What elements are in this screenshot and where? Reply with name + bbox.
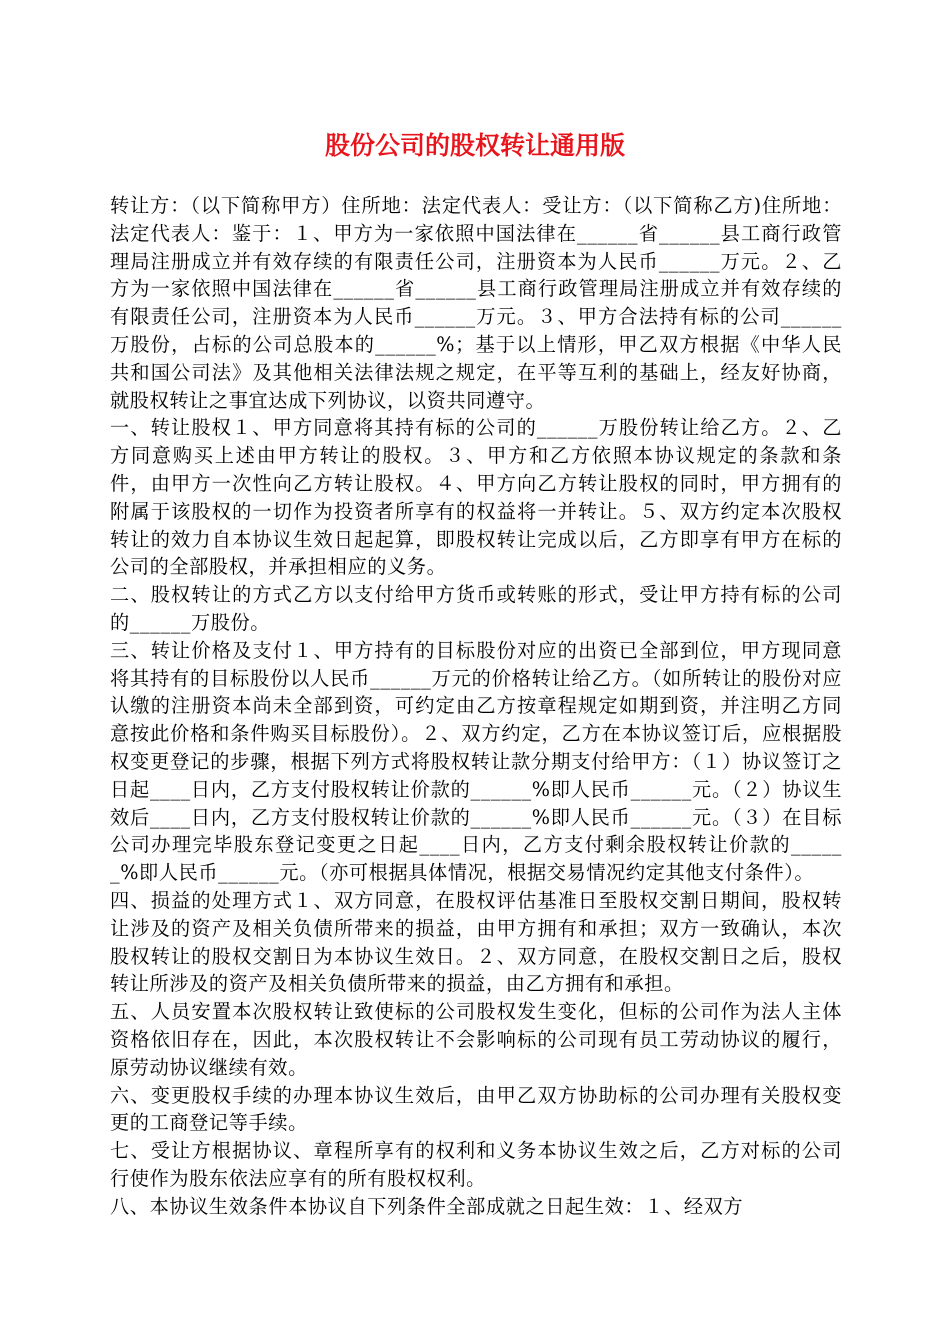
document-title: 股份公司的股权转让通用版	[324, 131, 625, 160]
paragraph-preamble: 转让方：（以下简称甲方）住所地：法定代表人：受让方：（以下简称乙方)住所地：法定代表人：鉴于：１、甲方为一家依照中国法律在______省______县工商行政管理局注册成立并有效存续的有限责任公司，注册资本为人民币______万元。２、乙方为一家依照中国法律在______省______县工商行政管理局注册成立并有效存续的有限责任公司，注册资本为人民币______万元。３、甲方合法持有标的公司______万股份，占标的公司总股本的______%；基于以上情形，甲乙双方根据《中华人民共和国公司法》及其他相关法律法规之规定，在平等互利的基础上，经友好协商，就股权转让之事宜达成下列协议，以资共同遵守。	[110, 194, 842, 412]
paragraph-section-2: 二、股权转让的方式乙方以支付给甲方货币或转账的形式，受让甲方持有标的公司的______万股份。	[110, 583, 842, 634]
document-body	[110, 192, 842, 1220]
paragraph-section-5: 五、人员安置本次股权转让致使标的公司股权发生变化，但标的公司作为法人主体资格依旧存在，因此，本次股权转让不会影响标的公司现有员工劳动协议的履行，原劳动协议继续有效。	[110, 1000, 842, 1079]
paragraph-section-3: 三、转让价格及支付１、甲方持有的目标股份对应的出资已全部到位，甲方现同意将其持有的目标股份以人民币______万元的价格转让给乙方。（如所转让的股份对应认缴的注册资本尚未全部到资，可约定由乙方按章程规定如期到资，并注明乙方同意按此价格和条件购买目标股份）。２、双方约定，乙方在本协议签订后，应根据股权变更登记的步骤，根据下列方式将股权转让款分期支付给甲方：（１）协议签订之日起____日内，乙方支付股权转让价款的______%即人民币______元。（２）协议生效后____日内，乙方支付股权转让价款的______%即人民币______元。（３）在目标公司办理完毕股东登记变更之日起____日内，乙方支付剩余股权转让价款的______%即人民币______元。（亦可根据具体情况，根据交易情况约定其他支付条件）。	[110, 638, 842, 885]
paragraph-section-6: 六、变更股权手续的办理本协议生效后，由甲乙双方协助标的公司办理有关股权变更的工商登记等手续。	[110, 1083, 842, 1135]
paragraph-section-4: 四、损益的处理方式１、双方同意，在股权评估基准日至股权交割日期间，股权转让涉及的资产及相关负债所带来的损益，由甲方拥有和承担；双方一致确认，本次股权转让的股权交割日为本协议生效日。２、双方同意，在股权交割日之后，股权转让所涉及的资产及相关负债所带来的损益，由乙方拥有和承担。	[110, 888, 842, 996]
paragraph-section-1: 一、转让股权１、甲方同意将其持有标的公司的______万股份转让给乙方。２、乙方同意购买上述由甲方转让的股权。３、甲方和乙方依照本协议规定的条款和条件，由甲方一次性向乙方转让股权。４、甲方向乙方转让股权的同时，甲方拥有的附属于该股权的一切作为投资者所享有的权益将一并转让。５、双方约定本次股权转让的效力自本协议生效日起起算，即股权转让完成以后，乙方即享有甲方在标的公司的全部股权，并承担相应的义务。	[110, 416, 842, 579]
paragraph-section-7: 七、受让方根据协议、章程所享有的权利和义务本协议生效之后，乙方对标的公司行使作为股东依法应享有的所有股权权利。	[110, 1139, 842, 1190]
paragraph-section-8: 八、本协议生效条件本协议自下列条件全部成就之日起生效：１、经双方	[110, 1194, 744, 1218]
